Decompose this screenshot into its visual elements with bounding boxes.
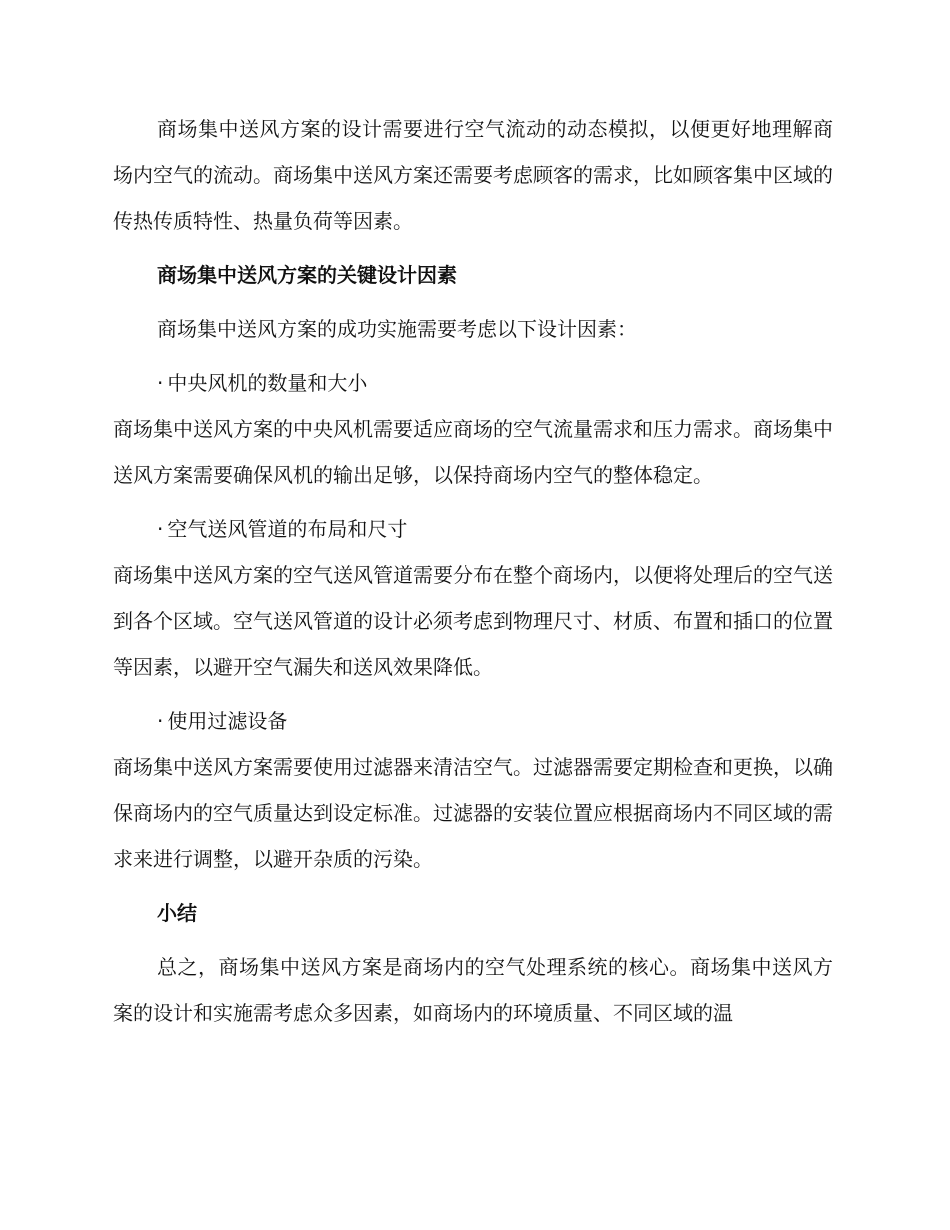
- bullet-title: 使用过滤设备: [167, 709, 288, 733]
- bullet-symbol: ·: [157, 709, 164, 733]
- intro-paragraph: 商场集中送风方案的设计需要进行空气流动的动态模拟，以便更好地理解商场内空气的流动。商场集中送风方案还需要考虑顾客的需求，比如顾客集中区域的传热传质特性、热量负荷等因素。: [113, 117, 833, 233]
- bullet-symbol: ·: [157, 371, 164, 395]
- bullet-body-fan: 商场集中送风方案的中央风机需要适应商场的空气流量需求和压力需求。商场集中送风方案需要确保风机的输出足够，以保持商场内空气的整体稳定。: [113, 417, 833, 487]
- design-factors-lead: 商场集中送风方案的成功实施需要考虑以下设计因素：: [157, 317, 637, 341]
- bullet-item-fan: [113, 360, 833, 406]
- bullet-symbol: ·: [157, 517, 164, 541]
- bullet-title: 空气送风管道的布局和尺寸: [167, 517, 408, 541]
- bullet-body-filter: 商场集中送风方案需要使用过滤器来清洁空气。过滤器需要定期检查和更换，以确保商场内的空气质量达到设定标准。过滤器的安装位置应根据商场内不同区域的需求来进行调整，以避开杂质的污染。: [113, 755, 833, 871]
- bullet-body-duct: 商场集中送风方案的空气送风管道需要分布在整个商场内，以便将处理后的空气送到各个区域。空气送风管道的设计必须考虑到物理尺寸、材质、布置和插口的位置等因素，以避开空气漏失和送风效果降低。: [113, 563, 833, 679]
- document-page: [113, 106, 833, 1036]
- section-heading-summary: 小结: [157, 901, 197, 925]
- section-heading-design-factors: 商场集中送风方案的关键设计因素: [157, 263, 457, 287]
- bullet-item-duct: [113, 506, 833, 552]
- bullet-title: 中央风机的数量和大小: [167, 371, 368, 395]
- summary-paragraph: 总之，商场集中送风方案是商场内的空气处理系统的核心。商场集中送风方案的设计和实施需考虑众多因素，如商场内的环境质量、不同区域的温: [113, 955, 833, 1025]
- bullet-item-filter: [113, 698, 833, 744]
